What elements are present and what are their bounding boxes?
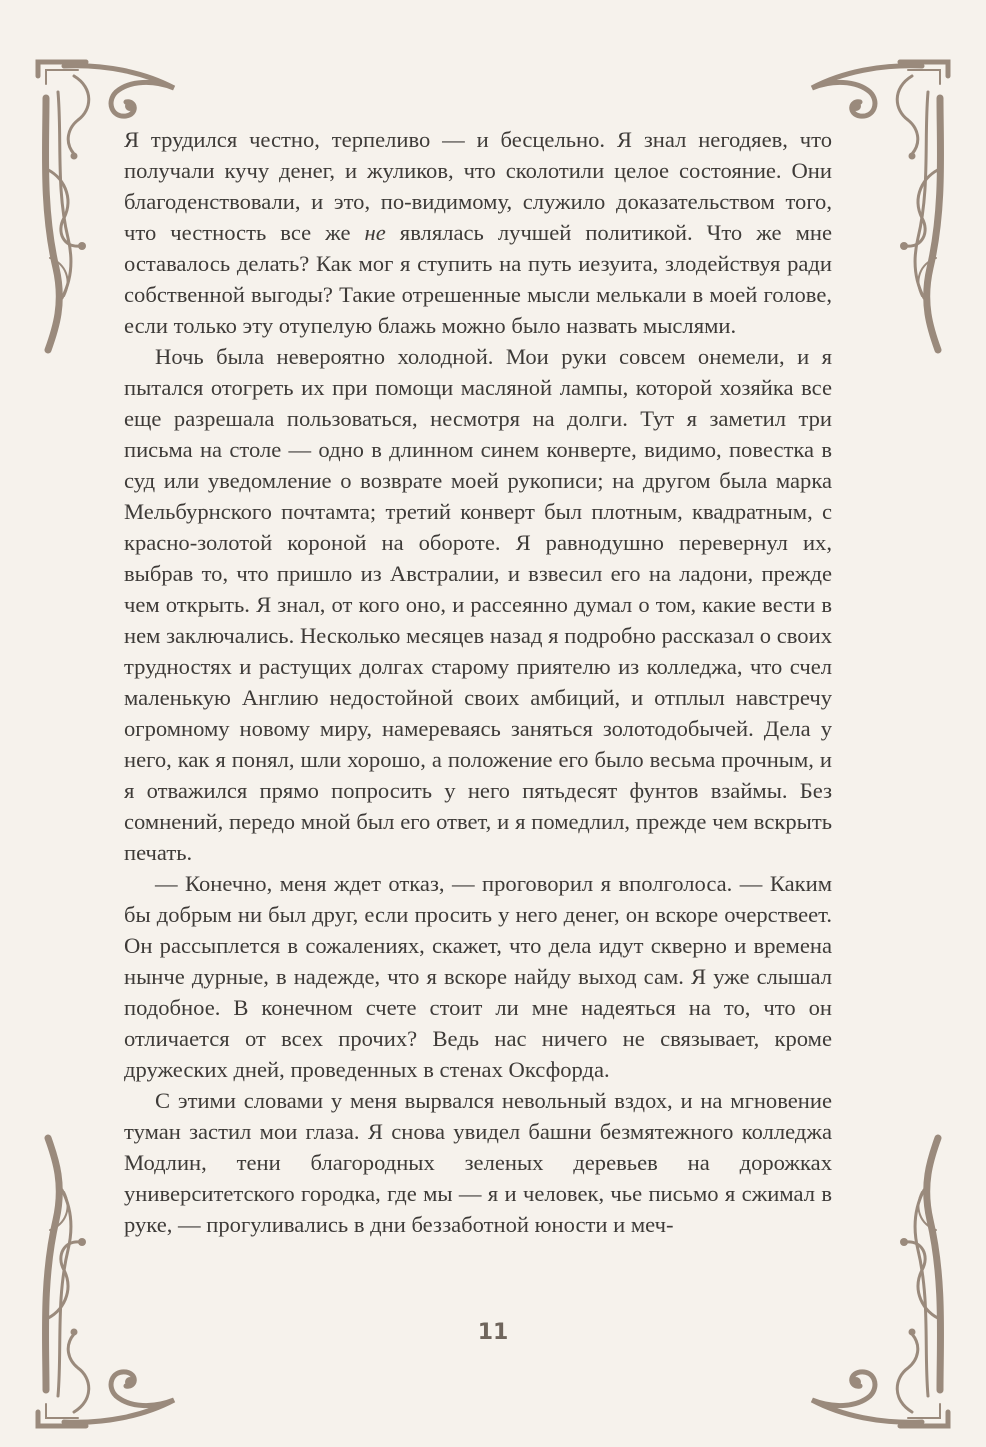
- text-span: Я трудился честно, терпеливо — и бесцельно. Я знал негодяев, что получали кучу денег, и жуликов, что сколотили целое состояние. Они благоденствовали, и это, по-видимому, служило доказательством того, что честность все же: [124, 127, 832, 245]
- page-number: 11: [477, 1320, 509, 1345]
- text-span: являлась лучшей политикой. Что же мне оставалось делать? Как мог я ступить на путь иезуита, злодействуя ради собственной выгоды? Такие отрешенные мысли мелькали в моей голове, если только эту отупелую блажь можно было назвать мыслями.: [124, 220, 832, 338]
- paragraph: [124, 868, 832, 1085]
- text-span: — Конечно, меня ждет отказ, — проговорил я вполголоса. — Каким бы добрым ни был друг, если просить у него денег, он вскоре очерствеет. Он рассыплется в сожалениях, скажет, что дела идут скверно и времена нынче дурные, в надежде, что я вскоре найду выход сам. Я уже слышал подобное. В конечном счете стоит ли мне надеяться на то, что он отличается от всех прочих? Ведь нас ничего не связывает, кроме дружеских дней, проведенных в стенах Оксфорда.: [124, 871, 832, 1082]
- text-span: Ночь была невероятно холодной. Мои руки совсем онемели, и я пытался отогреть их при помощи масляной лампы, которой хозяйка все еще разрешала пользоваться, несмотря на долги. Тут я заметил три письма на столе — одно в длинном синем конверте, видимо, повестка в суд или уведомление о возврате моей рукописи; на другом была марка Мельбурнского почтамта; третий конверт был плотным, квадратным, с красно-золотой короной на обороте. Я равнодушно перевернул их, выбрав то, что пришло из Австралии, и взвесил его на ладони, прежде чем открыть. Я знал, от кого оно, и рассеянно думал о том, какие вести в нем заключались. Несколько месяцев назад я подробно рассказал о своих трудностях и растущих долгах старому приятелю из колледжа, что счел маленькую Англию недостойной своих амбиций, и отплыл навстречу огромному новому миру, намереваясь заняться золотодобычей. Дела у него, как я понял, шли хорошо, а положение его было весьма прочным, и я отважился прямо попросить у него пятьдесят фунтов взаймы. Без сомнений, передо мной был его ответ, и я помедлил, прежде чем вскрыть печать.: [124, 344, 832, 865]
- emphasis-span: не: [364, 220, 386, 245]
- body-text: [124, 124, 832, 1240]
- paragraph: [124, 1085, 832, 1240]
- text-span: С этими словами у меня вырвался невольный вздох, и на мгновение туман застил мои глаза. Я снова увидел башни безмятежного колледжа Модлин, тени благородных зеленых деревьев на дорожках университетского городка, где мы — я и человек, чье письмо я сжимал в руке, — прогуливались в дни беззаботной юности и меч-: [124, 1088, 832, 1237]
- paragraph: [124, 341, 832, 868]
- paragraph: [124, 124, 832, 341]
